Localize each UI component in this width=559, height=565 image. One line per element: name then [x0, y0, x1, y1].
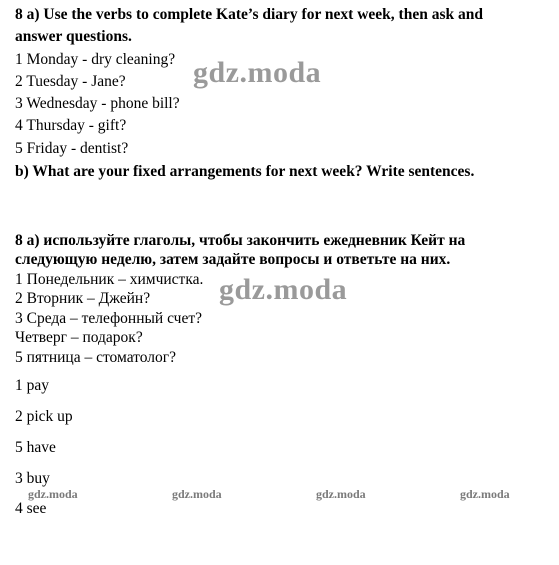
diary-item-thursday: 4 Thursday - gift? — [15, 117, 127, 134]
exercise-heading-en-line2: answer questions. — [15, 28, 132, 45]
answer-item: 1 pay — [15, 377, 50, 394]
exercise-heading-ru-line2: следующую неделю, затем задайте вопросы и ответьте на них. — [15, 251, 451, 268]
watermark-footer: gdz.moda — [460, 487, 510, 501]
diary-item-ru-thursday: Четверг – подарок? — [15, 329, 143, 346]
answer-item: 3 buy — [15, 470, 50, 487]
diary-item-wednesday: 3 Wednesday - phone bill? — [15, 95, 180, 112]
watermark-footer: gdz.moda — [28, 487, 78, 501]
diary-item-monday: 1 Monday - dry cleaning? — [15, 51, 176, 68]
diary-item-ru-friday: 5 пятница – стоматолог? — [15, 349, 177, 366]
watermark-logo: gdz.moda — [219, 273, 348, 306]
exercise-heading-ru-line1: 8 а) используйте глаголы, чтобы закончить ежедневник Кейт на — [15, 232, 466, 249]
exercise-b-heading-en: b) What are your fixed arrangements for next week? Write sentences. — [15, 163, 475, 180]
answer-item: 4 see — [15, 500, 47, 517]
watermark-footer: gdz.moda — [316, 487, 366, 501]
watermark-logo: gdz.moda — [193, 56, 322, 89]
diary-item-friday: 5 Friday - dentist? — [15, 140, 129, 157]
answer-item: 2 pick up — [15, 408, 73, 425]
diary-item-ru-wednesday: 3 Среда – телефонный счет? — [15, 310, 202, 327]
diary-item-ru-monday: 1 Понедельник – химчистка. — [15, 271, 204, 288]
exercise-heading-en-line1: 8 a) Use the verbs to complete Kate’s diary for next week, then ask and — [15, 6, 483, 23]
answer-item: 5 have — [15, 439, 56, 456]
diary-item-ru-tuesday: 2 Вторник – Джейн? — [15, 290, 151, 307]
diary-item-tuesday: 2 Tuesday - Jane? — [15, 73, 126, 90]
watermark-footer: gdz.moda — [172, 487, 222, 501]
